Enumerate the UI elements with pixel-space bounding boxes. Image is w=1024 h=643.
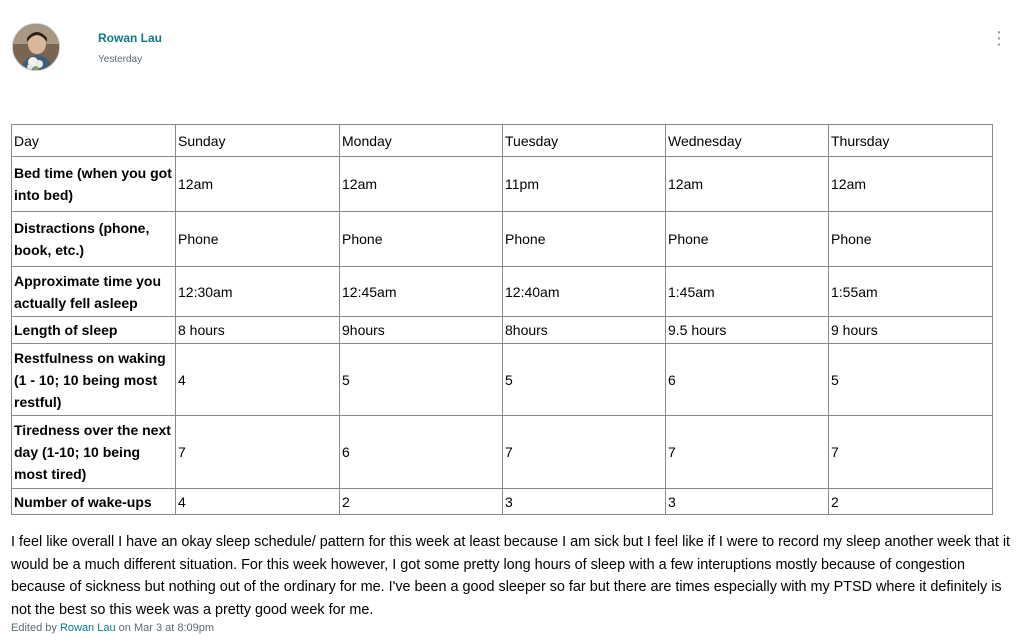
table-cell: 5: [829, 344, 993, 416]
header-cell: Tuesday: [503, 125, 666, 157]
table-row: [12, 317, 993, 344]
table-cell: 3: [503, 489, 666, 515]
table-cell: 12am: [666, 157, 829, 212]
table-cell: Phone: [829, 212, 993, 267]
row-label: Length of sleep: [12, 317, 176, 344]
edited-author-link[interactable]: Rowan Lau: [59, 622, 116, 634]
table-cell: 4: [176, 344, 340, 416]
more-options-icon[interactable]: ⋮: [990, 28, 1008, 48]
table-row: [12, 489, 993, 515]
author-name-link[interactable]: Rowan Lau: [98, 31, 163, 45]
header-cell: Monday: [340, 125, 503, 157]
table-cell: 8 hours: [176, 317, 340, 344]
table-cell: 12am: [829, 157, 993, 212]
table-row: [12, 416, 993, 489]
table-cell: 1:55am: [829, 267, 993, 317]
edited-prefix: Edited by: [11, 622, 57, 634]
header-cell: Thursday: [829, 125, 993, 157]
post-timestamp: Yesterday: [98, 54, 143, 65]
table-cell: 3: [666, 489, 829, 515]
table-cell: 12:40am: [503, 267, 666, 317]
row-label: Restfulness on waking (1 - 10; 10 being most restful): [12, 344, 176, 416]
table-cell: Phone: [503, 212, 666, 267]
table-cell: 5: [340, 344, 503, 416]
table-cell: 7: [666, 416, 829, 489]
row-label: Distractions (phone, book, etc.): [12, 212, 176, 267]
header-cell: Sunday: [176, 125, 340, 157]
avatar-photo: [13, 24, 60, 71]
table-cell: 1:45am: [666, 267, 829, 317]
table-row: [12, 212, 993, 267]
table-cell: 2: [340, 489, 503, 515]
table-cell: 4: [176, 489, 340, 515]
table-cell: 12:45am: [340, 267, 503, 317]
table-row: [12, 267, 993, 317]
table-cell: 11pm: [503, 157, 666, 212]
edited-date: on Mar 3 at 8:09pm: [118, 622, 215, 634]
post-body-text: I feel like overall I have an okay sleep schedule/ pattern for this week at least because I am sick but I feel like if I were to record my sleep another week that it would be a much different situation. For this week however, I got some pretty long hours of sleep with a few interuptions mostly because of congestion because of sickness but nothing out of the ordinary for me. I've been a good sleeper so far but there are times especially with my PTSD where it definitely is not the best so this week was a pretty good week for me.: [11, 534, 1011, 618]
table-cell: Phone: [176, 212, 340, 267]
avatar[interactable]: [12, 23, 60, 71]
table-cell: 7: [829, 416, 993, 489]
row-label: Approximate time you actually fell asleep: [12, 267, 176, 317]
header-cell: Day: [12, 125, 176, 157]
table-row: [12, 344, 993, 416]
table-cell: 5: [503, 344, 666, 416]
table-cell: 6: [340, 416, 503, 489]
table-cell: 12am: [340, 157, 503, 212]
table-cell: 12:30am: [176, 267, 340, 317]
table-cell: 6: [666, 344, 829, 416]
table-cell: 8hours: [503, 317, 666, 344]
sleep-log-table: [11, 124, 993, 515]
table-header-row: [12, 125, 993, 157]
table-cell: 9 hours: [829, 317, 993, 344]
table-cell: 7: [176, 416, 340, 489]
table-cell: 7: [503, 416, 666, 489]
table-cell: Phone: [666, 212, 829, 267]
table-row: [12, 157, 993, 212]
table-cell: 9hours: [340, 317, 503, 344]
row-label: Number of wake-ups: [12, 489, 176, 515]
header-cell: Wednesday: [666, 125, 829, 157]
edited-note: [11, 622, 214, 634]
row-label: Tiredness over the next day (1-10; 10 being most tired): [12, 416, 176, 489]
row-label: Bed time (when you got into bed): [12, 157, 176, 212]
table-cell: Phone: [340, 212, 503, 267]
table-cell: 12am: [176, 157, 340, 212]
table-cell: 2: [829, 489, 993, 515]
table-cell: 9.5 hours: [666, 317, 829, 344]
